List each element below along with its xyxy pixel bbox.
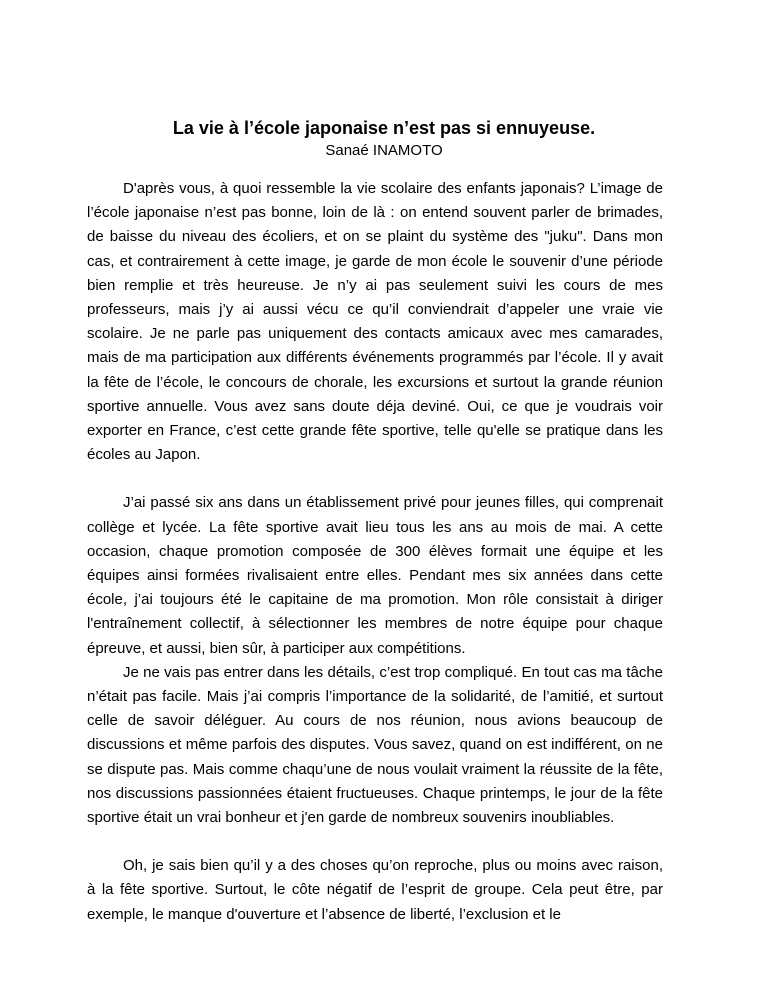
- paragraph-1: D'après vous, à quoi ressemble la vie scolaire des enfants japonais? L’image de l’école japonaise n’est pas bonne, loin de là : on entend souvent parler de brimades, de baisse du niveau des écoliers, et on se plaint du système des "juku". Dans mon cas, et contrairement à cette image, je garde de mon école le souvenir d’une période bien remplie et très heureuse. Je n’y ai pas seulement suivi les cours de mes professeurs, mais j’y ai aussi vécu ce qu’il conviendrait d’appeler une vraie vie scolaire. Je ne parle pas uniquement des contacts amicaux avec mes camarades, mais de ma participation aux différents événements programmés par l’école. Il y avait la fête de l’école, le concours de chorale, les excursions et surtout la grande réunion sportive annuelle. Vous avez sans doute déja deviné. Oui, ce que je voudrais voir exporter en France, c’est cette grande fête sportive, telle qu'elle se pratique dans les écoles au Japon.: [87, 180, 663, 464]
- document-title: La vie à l’école japonaise n’est pas si ennuyeuse.: [172, 118, 596, 138]
- document-author: Sanaé INAMOTO: [325, 142, 443, 159]
- document-body: [87, 177, 663, 927]
- paragraph-3: Je ne vais pas entrer dans les détails, c’est trop compliqué. En tout cas ma tâche n’était pas facile. Mais j’ai compris l’importance de la solidarité, de l’amitié, et surtout celle de savoir déléguer. Au cours de nos réunion, nous avions beaucoup de discussions et même parfois des disputes. Vous savez, quand on est indifférent, on ne se dispute pas. Mais comme chaqu’une de nous voulait vraiment la réussite de la fête, nos discussions passionnées étaient fructueuses. Chaque printemps, le jour de la fête sportive était un vrai bonheur et j'en garde de nombreux souvenirs inoubliables.: [87, 663, 663, 827]
- paragraph-2: J’ai passé six ans dans un établissement privé pour jeunes filles, qui comprenait collège et lycée. La fête sportive avait lieu tous les ans au mois de mai. A cette occasion, chaque promotion composée de 300 élèves formait une équipe et les équipes ainsi formées rivalisaient entre elles. Pendant mes six années dans cette école, j’ai toujours été le capitaine de ma promotion. Mon rôle consistait à diriger l'entraînement collectif, à sélectionner les membres de notre équipe pour chaque épreuve, et aussi, bien sûr, à participer aux compétitions.: [87, 494, 663, 657]
- paragraph-4: Oh, je sais bien qu’il y a des choses qu’on reproche, plus ou moins avec raison, à la fête sportive. Surtout, le côte négatif de l’esprit de groupe. Cela peut être, par exemple, le manque d'ouverture et l’absence de liberté, l’exclusion et le: [87, 857, 663, 923]
